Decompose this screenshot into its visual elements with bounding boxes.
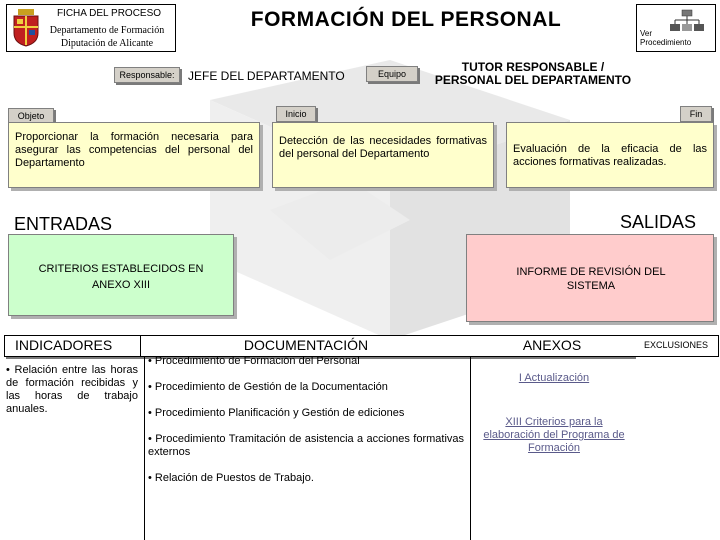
documentation-item: • Procedimiento de Formación del Personal: [148, 355, 360, 367]
start-box: Detección de las necesidades formativas del personal del Departamento: [272, 122, 494, 188]
inputs-text-line1: CRITERIOS ESTABLECIDOS EN: [38, 263, 204, 275]
header-department-box: [6, 4, 176, 52]
documentation-item: • Procedimiento Planificación y Gestión de ediciones: [148, 407, 405, 419]
annex-link-actualizacion[interactable]: I Actualización: [518, 372, 590, 384]
indicator-item: • Relación entre las horas de formación recibidas y las horas de trabajo anuales.: [6, 364, 138, 415]
documentation-title: DOCUMENTACIÓN: [243, 337, 369, 353]
organization-name: Diputación de Alicante: [60, 38, 154, 49]
objective-box: Proporcionar la formación necesaria para asegurar las competencias del personal del Departamento: [8, 122, 260, 188]
end-label: Fin: [680, 106, 712, 122]
indicators-header: [4, 335, 141, 357]
inputs-box: [8, 234, 234, 316]
column-divider: [470, 356, 471, 540]
indicators-title: INDICADORES: [15, 337, 113, 353]
documentation-header: [140, 335, 472, 357]
coat-of-arms-icon: [11, 9, 41, 47]
department-name: Departamento de Formación: [49, 25, 165, 36]
inputs-text: [17, 261, 225, 293]
outputs-text-line2: SISTEMA: [566, 280, 616, 292]
view-label: Ver: [640, 29, 653, 38]
procedure-label: Procedimiento: [640, 38, 692, 47]
team-value: [418, 61, 648, 87]
annexes-header: [470, 335, 634, 357]
page-title: FORMACIÓN DEL PERSONAL: [250, 8, 562, 31]
end-box: Evaluación de la eficacia de las acciones formativas realizadas.: [506, 122, 714, 188]
annex-link-criterios[interactable]: XIII Criterios para la elaboración del Programa de Formación: [483, 416, 625, 454]
documentation-item: • Relación de Puestos de Trabajo.: [148, 472, 314, 484]
team-value-line1: TUTOR RESPONSABLE /: [461, 60, 605, 74]
team-value-line2: PERSONAL DEL DEPARTAMENTO: [434, 73, 632, 87]
process-sheet-label: FICHA DEL PROCESO: [56, 8, 162, 19]
inputs-heading: ENTRADAS: [14, 214, 113, 234]
responsible-label: Responsable:: [114, 67, 180, 83]
documentation-item: • Procedimiento Tramitación de asistencia a acciones formativas externos: [148, 433, 464, 458]
outputs-heading: SALIDAS: [620, 212, 697, 232]
team-label: Equipo: [366, 66, 418, 82]
inputs-text-line2: ANEXO XIII: [91, 279, 151, 291]
flowchart-icon: [667, 9, 707, 33]
exclusions-title: EXCLUSIONES: [643, 340, 709, 350]
view-procedure-button[interactable]: [636, 4, 716, 52]
annexes-title: ANEXOS: [522, 337, 582, 353]
responsible-value: JEFE DEL DEPARTAMENTO: [188, 69, 345, 83]
outputs-text: [487, 265, 695, 293]
start-label: Inicio: [276, 106, 316, 122]
objective-label: Objeto: [8, 108, 54, 124]
outputs-box: [466, 234, 714, 322]
documentation-item: • Procedimiento de Gestión de la Documentación: [148, 381, 388, 393]
exclusions-header: [634, 335, 719, 357]
column-divider: [144, 356, 145, 540]
outputs-text-line1: INFORME DE REVISIÓN DEL: [516, 266, 666, 278]
